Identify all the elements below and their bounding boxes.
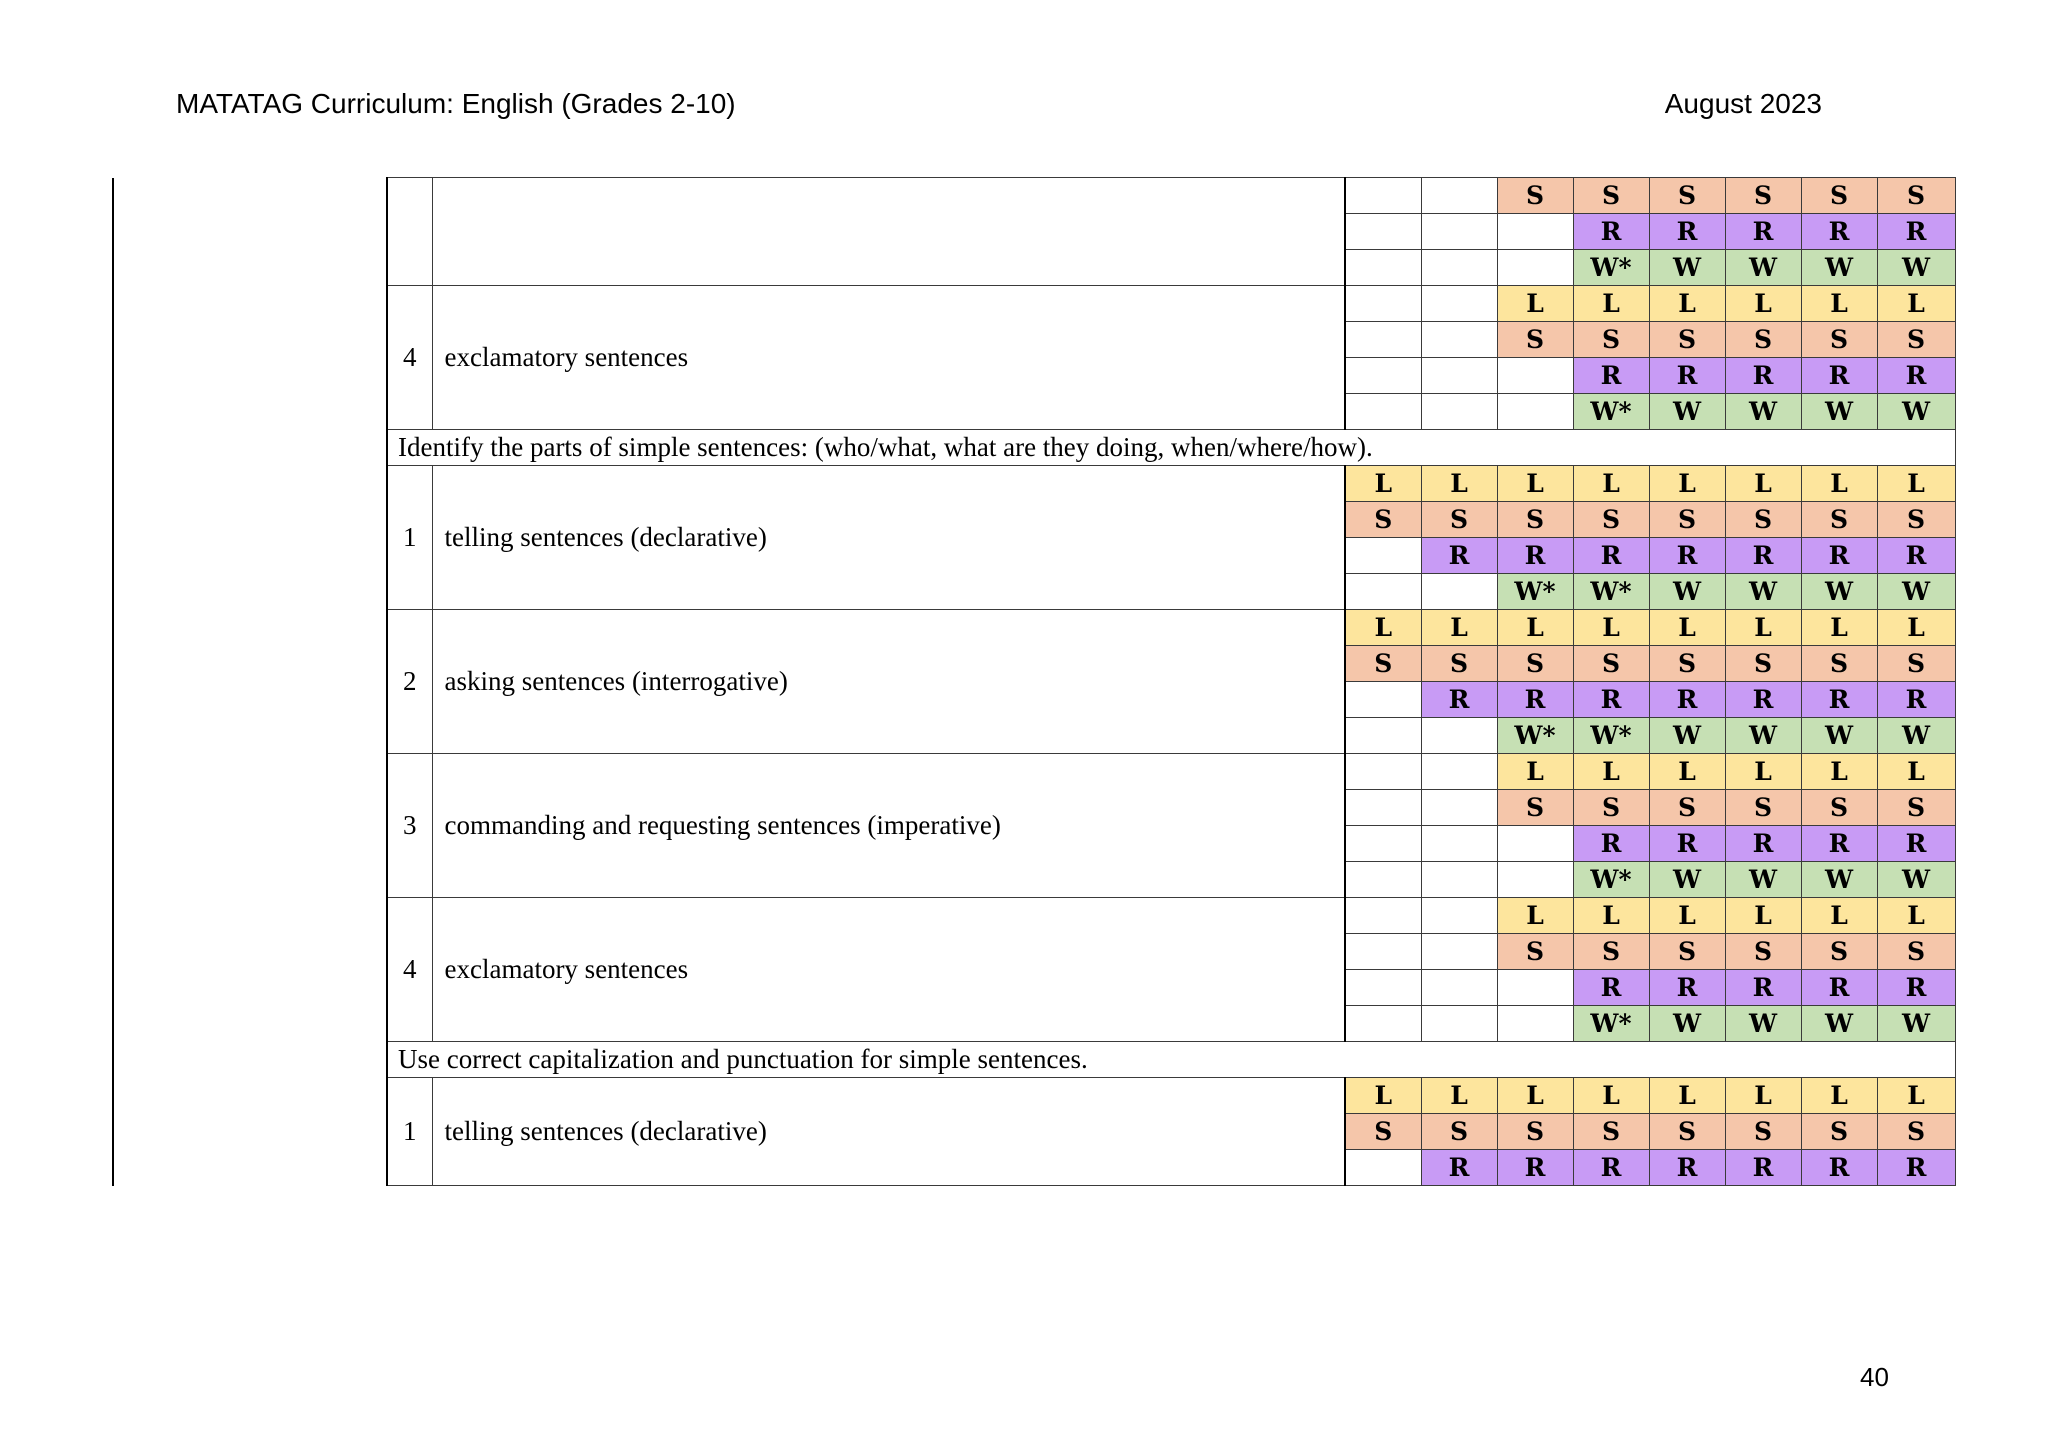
skill-cell-s: S [1497, 1114, 1573, 1150]
skill-cell-r: R [1421, 1150, 1497, 1186]
item-number: 4 [387, 286, 432, 430]
skill-cell-w: W [1649, 250, 1725, 286]
empty-cell [1497, 1006, 1573, 1042]
skill-cell-l: L [1573, 1078, 1649, 1114]
skill-cell-w: W [1725, 250, 1801, 286]
skill-cell-s: S [1877, 178, 1955, 214]
skill-cell-l: L [1421, 610, 1497, 646]
heading-row [113, 1042, 1955, 1078]
skill-cell-l: L [1801, 610, 1877, 646]
skill-cell-l: L [1573, 286, 1649, 322]
skill-cell-r: R [1573, 826, 1649, 862]
skill-cell-w: W [1877, 718, 1955, 754]
empty-cell [1497, 214, 1573, 250]
item-number: 1 [387, 466, 432, 610]
domain-column [113, 178, 387, 1186]
skill-cell-s: S [1497, 322, 1573, 358]
skill-cell-r: R [1725, 538, 1801, 574]
item-number: 2 [387, 610, 432, 754]
empty-cell [1421, 826, 1497, 862]
skill-cell-s: S [1801, 502, 1877, 538]
skill-cell-r: R [1877, 214, 1955, 250]
skill-cell-l: L [1801, 466, 1877, 502]
skill-cell-s: S [1649, 502, 1725, 538]
skill-cell-r: R [1573, 682, 1649, 718]
skill-cell-l: L [1573, 898, 1649, 934]
empty-cell [1421, 358, 1497, 394]
skill-cell-s: S [1877, 790, 1955, 826]
skill-cell-r: R [1725, 826, 1801, 862]
skill-cell-r: R [1877, 358, 1955, 394]
skill-cell-w: W [1877, 394, 1955, 430]
skill-cell-l: L [1801, 286, 1877, 322]
empty-cell [1421, 286, 1497, 322]
skill-cell-l: L [1497, 466, 1573, 502]
grade-row [113, 898, 1955, 934]
empty-cell [1497, 862, 1573, 898]
empty-cell [1345, 826, 1421, 862]
empty-cell [1497, 826, 1573, 862]
skill-cell-s: S [1725, 322, 1801, 358]
skill-cell-r: R [1725, 214, 1801, 250]
skill-cell-r: R [1649, 358, 1725, 394]
empty-cell [1421, 862, 1497, 898]
item-label: telling sentences (declarative) [432, 1078, 1345, 1186]
empty-cell [1497, 358, 1573, 394]
skill-cell-l: L [1877, 466, 1955, 502]
skill-cell-r: R [1877, 970, 1955, 1006]
skill-cell-s: S [1801, 646, 1877, 682]
skill-cell-r: R [1649, 1150, 1725, 1186]
skill-cell-w: W* [1573, 1006, 1649, 1042]
skill-cell-s: S [1649, 790, 1725, 826]
skill-cell-s: S [1877, 646, 1955, 682]
skill-cell-s: S [1573, 934, 1649, 970]
skill-cell-w: W [1649, 394, 1725, 430]
empty-cell [1497, 970, 1573, 1006]
skill-cell-r: R [1649, 826, 1725, 862]
skill-cell-r: R [1801, 538, 1877, 574]
skill-cell-l: L [1497, 1078, 1573, 1114]
skill-cell-l: L [1573, 466, 1649, 502]
empty-cell [1345, 1006, 1421, 1042]
skill-cell-s: S [1877, 322, 1955, 358]
skill-cell-r: R [1649, 538, 1725, 574]
skill-cell-r: R [1877, 538, 1955, 574]
skill-cell-l: L [1497, 754, 1573, 790]
skill-cell-l: L [1725, 466, 1801, 502]
skill-cell-s: S [1801, 178, 1877, 214]
skill-cell-l: L [1421, 1078, 1497, 1114]
skill-cell-r: R [1649, 682, 1725, 718]
skill-cell-r: R [1497, 682, 1573, 718]
empty-cell [1345, 862, 1421, 898]
empty-cell [1421, 1006, 1497, 1042]
skill-cell-w: W* [1497, 718, 1573, 754]
skill-cell-s: S [1649, 934, 1725, 970]
empty-cell [1345, 1150, 1421, 1186]
empty-cell [1345, 970, 1421, 1006]
skill-cell-l: L [1345, 610, 1421, 646]
skill-cell-w: W [1877, 1006, 1955, 1042]
item-label: telling sentences (declarative) [432, 466, 1345, 610]
skill-cell-r: R [1801, 214, 1877, 250]
skill-cell-w: W [1649, 718, 1725, 754]
skill-cell-w: W [1877, 250, 1955, 286]
skill-cell-s: S [1801, 934, 1877, 970]
empty-cell [1345, 250, 1421, 286]
grade-row [113, 1078, 1955, 1114]
skill-cell-w: W* [1573, 862, 1649, 898]
skill-cell-l: L [1877, 610, 1955, 646]
item-label: exclamatory sentences [432, 286, 1345, 430]
skill-cell-s: S [1421, 646, 1497, 682]
skill-cell-l: L [1801, 754, 1877, 790]
skill-cell-l: L [1649, 610, 1725, 646]
document-title: MATATAG Curriculum: English (Grades 2-10) [176, 88, 736, 119]
skill-cell-l: L [1725, 898, 1801, 934]
curriculum-table [112, 177, 1956, 1186]
skill-cell-s: S [1725, 934, 1801, 970]
skill-cell-s: S [1573, 502, 1649, 538]
skill-cell-w: W [1649, 574, 1725, 610]
empty-cell [1421, 178, 1497, 214]
empty-cell [1421, 250, 1497, 286]
skill-cell-r: R [1801, 1150, 1877, 1186]
skill-cell-w: W [1801, 1006, 1877, 1042]
skill-cell-r: R [1801, 826, 1877, 862]
skill-cell-r: R [1801, 682, 1877, 718]
skill-cell-w: W [1801, 394, 1877, 430]
skill-cell-l: L [1649, 754, 1725, 790]
skill-cell-l: L [1877, 754, 1955, 790]
skill-cell-s: S [1573, 322, 1649, 358]
item-number: 3 [387, 754, 432, 898]
empty-cell [1421, 970, 1497, 1006]
skill-cell-l: L [1649, 466, 1725, 502]
skill-cell-w: W* [1573, 250, 1649, 286]
skill-cell-w: W* [1497, 574, 1573, 610]
empty-cell [1421, 934, 1497, 970]
skill-cell-s: S [1649, 1114, 1725, 1150]
skill-cell-r: R [1877, 682, 1955, 718]
empty-cell [1421, 718, 1497, 754]
skill-cell-s: S [1725, 178, 1801, 214]
skill-cell-w: W [1725, 718, 1801, 754]
skill-cell-r: R [1573, 214, 1649, 250]
skill-cell-r: R [1801, 358, 1877, 394]
skill-cell-s: S [1573, 790, 1649, 826]
empty-cell [1345, 574, 1421, 610]
skill-cell-l: L [1725, 754, 1801, 790]
empty-cell [1345, 358, 1421, 394]
skill-cell-r: R [1649, 214, 1725, 250]
skill-cell-l: L [1725, 1078, 1801, 1114]
skill-cell-s: S [1497, 502, 1573, 538]
heading-row [113, 430, 1955, 466]
grade-row [113, 610, 1955, 646]
document-date: August 2023 [1664, 88, 1822, 119]
skill-cell-s: S [1345, 502, 1421, 538]
skill-cell-r: R [1573, 970, 1649, 1006]
skill-cell-w: W* [1573, 718, 1649, 754]
skill-cell-r: R [1725, 682, 1801, 718]
item-label: asking sentences (interrogative) [432, 610, 1345, 754]
empty-cell [1345, 754, 1421, 790]
empty-cell [1497, 394, 1573, 430]
skill-cell-r: R [1649, 970, 1725, 1006]
item-label: commanding and requesting sentences (imperative) [432, 754, 1345, 898]
skill-cell-r: R [1497, 1150, 1573, 1186]
skill-cell-s: S [1345, 1114, 1421, 1150]
skill-cell-w: W [1801, 862, 1877, 898]
skill-cell-s: S [1801, 790, 1877, 826]
empty-cell [1345, 934, 1421, 970]
competency-heading: Use correct capitalization and punctuation for simple sentences. [387, 1042, 1955, 1078]
skill-cell-r: R [1421, 538, 1497, 574]
skill-cell-r: R [1421, 682, 1497, 718]
skill-cell-w: W [1649, 1006, 1725, 1042]
skill-cell-s: S [1497, 646, 1573, 682]
skill-cell-l: L [1725, 610, 1801, 646]
skill-cell-l: L [1649, 286, 1725, 322]
skill-cell-l: L [1649, 898, 1725, 934]
skill-cell-s: S [1877, 1114, 1955, 1150]
skill-cell-r: R [1725, 970, 1801, 1006]
skill-cell-s: S [1573, 646, 1649, 682]
skill-cell-s: S [1725, 1114, 1801, 1150]
skill-cell-r: R [1573, 1150, 1649, 1186]
skill-cell-s: S [1345, 646, 1421, 682]
empty-cell [1345, 538, 1421, 574]
skill-cell-s: S [1877, 502, 1955, 538]
empty-cell [1421, 322, 1497, 358]
item-number: 1 [387, 1078, 432, 1186]
skill-cell-r: R [1725, 1150, 1801, 1186]
empty-cell [1345, 682, 1421, 718]
skill-cell-r: R [1573, 538, 1649, 574]
skill-cell-s: S [1801, 322, 1877, 358]
skill-cell-s: S [1725, 790, 1801, 826]
empty-cell [1345, 286, 1421, 322]
empty-cell [1345, 394, 1421, 430]
empty-cell [1421, 898, 1497, 934]
grade-row [113, 178, 1955, 214]
page-number: 40 [1860, 1362, 1889, 1392]
skill-cell-r: R [1801, 970, 1877, 1006]
empty-cell [1421, 214, 1497, 250]
skill-cell-s: S [1573, 178, 1649, 214]
empty-cell [1345, 898, 1421, 934]
skill-cell-r: R [1877, 826, 1955, 862]
skill-cell-s: S [1877, 934, 1955, 970]
skill-cell-r: R [1497, 538, 1573, 574]
skill-cell-w: W [1877, 574, 1955, 610]
empty-cell [1345, 790, 1421, 826]
skill-cell-r: R [1877, 1150, 1955, 1186]
skill-cell-s: S [1725, 502, 1801, 538]
empty-cell [1421, 574, 1497, 610]
empty-cell [1497, 250, 1573, 286]
skill-cell-l: L [1497, 286, 1573, 322]
skill-cell-s: S [1649, 646, 1725, 682]
skill-cell-l: L [1801, 898, 1877, 934]
skill-cell-l: L [1649, 1078, 1725, 1114]
empty-cell [1345, 214, 1421, 250]
skill-cell-l: L [1573, 754, 1649, 790]
empty-cell [1421, 754, 1497, 790]
skill-cell-w: W [1725, 1006, 1801, 1042]
skill-cell-s: S [1497, 790, 1573, 826]
skill-cell-w: W [1649, 862, 1725, 898]
skill-cell-l: L [1877, 1078, 1955, 1114]
skill-cell-w: W [1725, 574, 1801, 610]
item-number [387, 178, 432, 286]
skill-cell-w: W [1725, 862, 1801, 898]
skill-cell-w: W [1877, 862, 1955, 898]
skill-cell-w: W [1725, 394, 1801, 430]
skill-cell-w: W [1801, 574, 1877, 610]
grade-row [113, 754, 1955, 790]
competency-heading: Identify the parts of simple sentences: (who/what, what are they doing, when/where/how). [387, 430, 1955, 466]
item-label [432, 178, 1345, 286]
grade-row [113, 286, 1955, 322]
empty-cell [1345, 322, 1421, 358]
skill-cell-l: L [1877, 898, 1955, 934]
skill-cell-l: L [1497, 898, 1573, 934]
skill-cell-s: S [1497, 934, 1573, 970]
skill-cell-w: W [1801, 718, 1877, 754]
skill-cell-w: W [1801, 250, 1877, 286]
empty-cell [1345, 718, 1421, 754]
skill-cell-w: W* [1573, 574, 1649, 610]
skill-cell-s: S [1649, 322, 1725, 358]
skill-cell-s: S [1421, 1114, 1497, 1150]
skill-cell-l: L [1345, 1078, 1421, 1114]
skill-cell-l: L [1877, 286, 1955, 322]
skill-cell-r: R [1573, 358, 1649, 394]
empty-cell [1421, 394, 1497, 430]
item-number: 4 [387, 898, 432, 1042]
skill-cell-l: L [1421, 466, 1497, 502]
skill-cell-s: S [1421, 502, 1497, 538]
skill-cell-s: S [1725, 646, 1801, 682]
skill-cell-r: R [1725, 358, 1801, 394]
skill-cell-l: L [1497, 610, 1573, 646]
skill-cell-l: L [1345, 466, 1421, 502]
skill-cell-s: S [1649, 178, 1725, 214]
skill-cell-l: L [1573, 610, 1649, 646]
skill-cell-s: S [1801, 1114, 1877, 1150]
skill-cell-l: L [1801, 1078, 1877, 1114]
skill-cell-w: W* [1573, 394, 1649, 430]
empty-cell [1345, 178, 1421, 214]
skill-cell-l: L [1725, 286, 1801, 322]
skill-cell-s: S [1497, 178, 1573, 214]
empty-cell [1421, 790, 1497, 826]
skill-cell-s: S [1573, 1114, 1649, 1150]
item-label: exclamatory sentences [432, 898, 1345, 1042]
grade-row [113, 466, 1955, 502]
